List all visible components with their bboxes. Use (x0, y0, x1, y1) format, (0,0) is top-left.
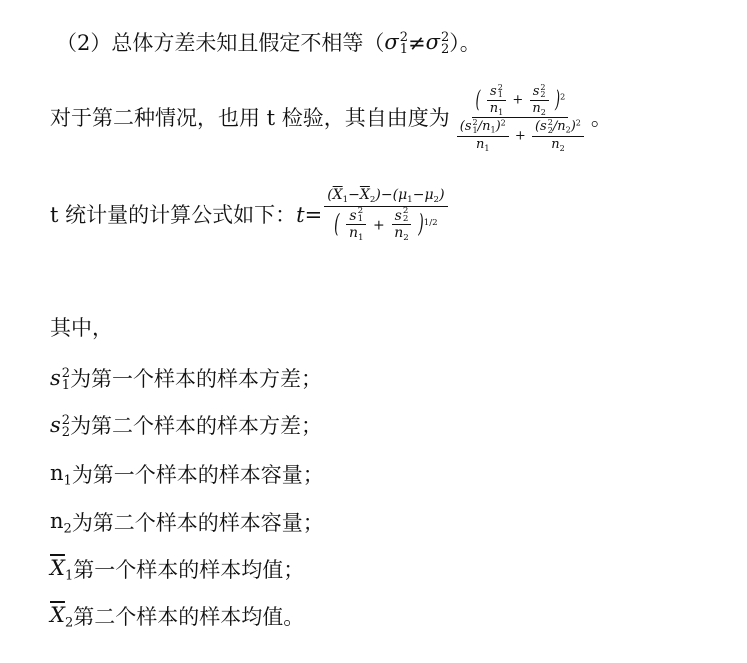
definition-text: 为第一个样本的样本容量； (71, 462, 324, 487)
heading-prefix: （2）总体方差未知且假定不相等（ (56, 31, 385, 56)
df-formula (452, 84, 589, 153)
definition-x2 (50, 605, 304, 630)
equals-sign: = (304, 203, 323, 228)
heading-case-2 (56, 32, 481, 55)
df-text: 对于第二种情况，也用 t 检验，其自由度为 (50, 105, 450, 130)
where-label: 其中， (50, 316, 113, 340)
definition-text: 为第二个样本的样本方差； (70, 414, 323, 439)
definition-s2 (50, 415, 322, 438)
df-line (50, 84, 612, 153)
df-numerator: ( s 2 1 $n_1$ + s 2 2 $n_2$ )$^2$ (472, 84, 568, 118)
sigma-1-squared: σ 2 1 (384, 30, 408, 57)
t-numerator: $(\overline{X}_1-\overline{X}_2)-(\mu_1-\mu_2)$ (324, 188, 447, 207)
definition-symbol: $n_1$ (50, 461, 72, 489)
definition-n2 (50, 511, 324, 536)
definition-symbol: $n_2$ (50, 509, 72, 537)
heading-suffix: ）。 (449, 31, 481, 56)
definition-s1 (50, 368, 322, 391)
t-stat-line (50, 188, 450, 243)
definition-x1 (50, 558, 304, 583)
t-formula (324, 188, 447, 243)
definition-symbol: $\overline{X}_1$ (50, 556, 74, 584)
definition-text: 为第二个样本的样本容量； (71, 510, 324, 535)
definition-text: 第一个样本的样本均值； (73, 557, 305, 582)
definition-symbol: $\overline{X}_2$ (50, 603, 74, 631)
t-stat-text: t 统计量的计算公式如下： (50, 203, 297, 228)
t-denominator: ( s 2 1 $n_1$ + s 2 2 $n_2$ )$^{1/2}$ (334, 205, 438, 244)
definition-n1 (50, 463, 324, 488)
definition-symbol: s 2 2 (50, 413, 71, 440)
not-equal-sign: ≠ (408, 31, 426, 56)
definition-text: 第二个样本的样本均值。 (73, 604, 305, 629)
sigma-2-squared: σ 2 2 (425, 30, 450, 57)
df-end: 。 (590, 105, 612, 130)
definition-symbol: s 2 1 (50, 366, 71, 393)
definition-text: 为第一个样本的样本方差； (70, 367, 323, 392)
df-denominator: (s 2 1 $/n_1)^2$ $n_1$ + (s 2 2 $/n_2)^2$ $n_2$ (452, 118, 589, 153)
t-symbol: t (296, 203, 305, 228)
